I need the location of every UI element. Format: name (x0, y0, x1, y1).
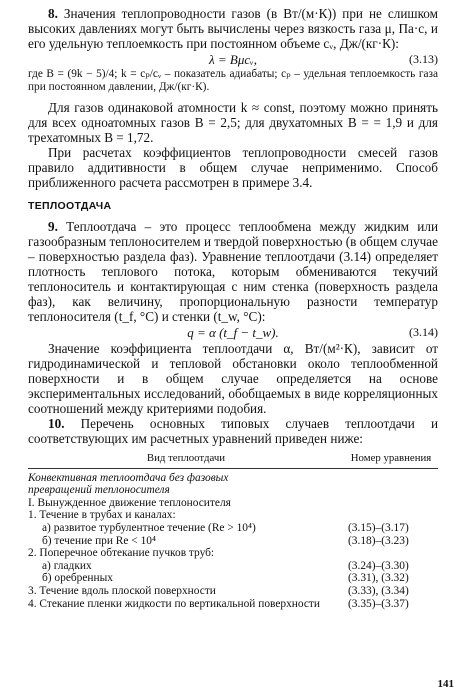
table-row-equation (344, 468, 438, 497)
table-row-equation (344, 547, 438, 560)
formula-explanation: где B = (9k − 5)/4; k = cₚ/cᵥ – показатель адиабаты; cₚ – удельная теплоемкость газа при постоянном давлении, Дж/(кг·К). (28, 68, 438, 93)
section-8-paragraph (28, 6, 438, 51)
section-8-number: 8. (48, 6, 58, 21)
table-row (28, 535, 438, 548)
table-row-equation (344, 509, 438, 522)
atomicity-paragraph: Для газов одинаковой атомности k ≈ const, поэтому можно принять для всех одноатомных газов B = 2,5; для двухатомных B = = 1,9 и для трехатомных B = 1,72. (28, 100, 438, 145)
table-row-label: б) оребренных (42, 572, 113, 585)
table-row (28, 497, 438, 510)
heat-transfer-coefficient-paragraph: Значение коэффициента теплоотдачи α, Вт/(м²·К), зависит от гидродинамической и тепловой обстановки около теплообменной поверхности и в общем случае определяется на основе экспериментальных исследований, обобщаемых в виде корреляционных соотношений между критериями подобия. (28, 341, 438, 416)
section-10-paragraph (28, 416, 438, 446)
table-row-equation: (3.35)–(3.37) (348, 597, 409, 610)
section-9-text: Теплоотдача – это процесс теплообмена между жидким или газообразным теплоносителем и твердой поверхностью (в общем случае – поверхностью раздела фаз). Уравнение теплоотдачи (3.14) определяет плотность теплового потока, которым обмениваются текучий теплоноситель и контактирующая с ним стенка (поверхность раздела фаз), как величину, пропорциональную разности температур теплоносителя (t_f, °С) и стенки (t_w, °С): (28, 219, 438, 324)
table-row-equation: (3.24)–(3.30) (348, 559, 409, 572)
section-10-number: 10. (48, 416, 65, 431)
table-row (28, 598, 438, 611)
table-row-label: а) гладких (42, 559, 92, 572)
table-row-equation: (3.33), (3.34) (348, 584, 409, 597)
table-row-label: 2. Поперечное обтекание пучков труб: (28, 547, 215, 560)
section-8-text: Значения теплопроводности газов (в Вт/(м·К)) при не слишком высоких давлениях могут быть вычислены через вязкость газа μ, Па·с, и его удельную теплоемкость при постоянном объеме cᵥ, Дж/(кг·К): (28, 6, 438, 51)
table-row (28, 560, 438, 573)
formula-3-14 (28, 324, 438, 341)
mixtures-paragraph: При расчетах коэффициентов теплопроводности смесей газов правило аддитивности в общем случае неприменимо. Способ приближенного расчета рассмотрен в примере 3.4. (28, 145, 438, 190)
section-10-text: Перечень основных типовых случаев теплоотдачи и соответствующих им расчетных уравнений приведен ниже: (28, 416, 438, 446)
section-heading: ТЕПЛООТДАЧА (28, 200, 112, 212)
formula-3-13 (28, 51, 438, 68)
table-row-label: Конвективная теплоотдача без фазовых превращений теплоносителя (28, 471, 229, 497)
table-row (28, 572, 438, 585)
section-9-number: 9. (48, 219, 58, 234)
table-row-label: 4. Стекание пленки жидкости по вертикальной поверхности (28, 597, 320, 610)
table-row-label: б) течение при Re < 10⁴ (42, 534, 156, 547)
table-row-equation: (3.18)–(3.23) (348, 534, 409, 547)
table-row-label: 3. Течение вдоль плоской поверхности (28, 584, 216, 597)
table-row-equation: (3.15)–(3.17) (348, 521, 409, 534)
table-row-equation (344, 497, 438, 510)
page-number: 141 (437, 678, 454, 690)
table-row-equation: (3.31), (3.32) (348, 572, 409, 585)
section-9-paragraph (28, 219, 438, 324)
formula-3-14-text: q = α (t_f − t_w). (187, 325, 279, 340)
table-row-label: I. Вынужденное движение теплоносителя (28, 496, 231, 509)
table-row-label: 1. Течение в трубах и каналах: (28, 509, 176, 522)
table-row-label: а) развитое турбулентное течение (Re > 10⁴) (42, 521, 256, 534)
table-row (28, 509, 438, 522)
table-row (28, 547, 438, 560)
table-row (28, 522, 438, 535)
equation-number-3-14: (3.14) (409, 325, 438, 339)
heat-transfer-cases-table (28, 450, 438, 610)
table-row (28, 468, 438, 497)
formula-3-13-text: λ = Bμcᵥ, (208, 52, 258, 67)
table-header-equation: Номер уравнения (344, 450, 438, 468)
table-row (28, 585, 438, 598)
table-header-type: Вид теплоотдачи (28, 450, 344, 468)
equation-number-3-13: (3.13) (409, 52, 438, 66)
